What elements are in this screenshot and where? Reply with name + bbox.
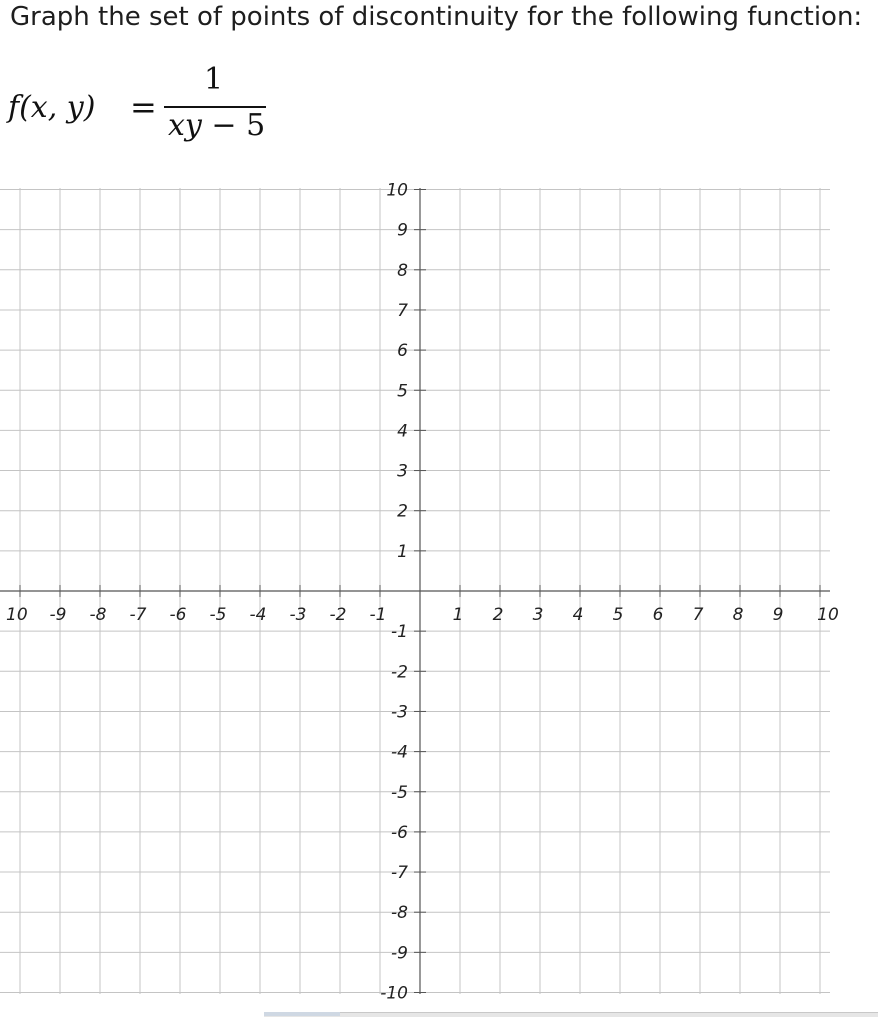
y-tick-label: 2 [397, 501, 408, 522]
y-tick-label: -4 [391, 742, 408, 763]
horizontal-scrollbar-thumb[interactable] [264, 1012, 340, 1016]
y-tick-label: -6 [391, 822, 408, 843]
x-tick-label: -4 [249, 605, 267, 625]
x-tick-label: 8 [732, 605, 744, 625]
formula-equals: = [130, 88, 157, 126]
x-tick-label: -8 [89, 605, 107, 625]
x-tick-label: -2 [329, 605, 347, 625]
y-tick-label: 8 [397, 260, 408, 281]
x-tick-label: 5 [612, 605, 624, 625]
formula-lhs: f(x, y) [8, 90, 96, 125]
y-tick-label: 5 [397, 381, 408, 402]
y-tick-label: 4 [397, 421, 408, 442]
y-tick-label: 1 [397, 541, 408, 562]
y-tick-label: 6 [397, 341, 408, 362]
x-tick-label: -1 [369, 605, 387, 625]
x-tick-label: -9 [49, 605, 67, 625]
x-tick-label: 2 [492, 605, 504, 625]
question-prompt: Graph the set of points of discontinuity for the following function: [10, 2, 863, 32]
y-tick-label: 9 [397, 220, 408, 241]
y-tick-label: -1 [391, 622, 408, 643]
x-tick-label: -5 [209, 605, 227, 625]
x-tick-label: 9 [772, 605, 784, 625]
x-tick-label: 6 [652, 605, 664, 625]
horizontal-scrollbar-track[interactable] [264, 1012, 878, 1017]
y-tick-label: -10 [380, 983, 408, 1004]
x-tick-label: 1 [452, 605, 464, 625]
y-tick-label: 7 [397, 300, 408, 321]
y-tick-label: 10 [386, 180, 408, 201]
y-tick-label: -3 [391, 702, 408, 723]
x-tick-label: 3 [532, 605, 544, 625]
x-tick-label: -6 [169, 605, 187, 625]
x-tick-label: 7 [692, 605, 704, 625]
denominator-constant: − 5 [201, 108, 266, 143]
x-tick-label: 4 [572, 605, 584, 625]
y-tick-label: -9 [391, 943, 408, 964]
y-tick-label: -5 [391, 782, 408, 803]
x-tick-label: 10 [817, 605, 839, 625]
x-tick-label: -7 [129, 605, 147, 625]
y-tick-label: -2 [391, 662, 408, 683]
denominator-variable: xy [168, 108, 202, 143]
y-tick-label: -8 [391, 903, 408, 924]
y-axis-tick-labels [380, 181, 408, 1004]
y-tick-label: 3 [397, 461, 408, 482]
formula-numerator: 1 [204, 62, 224, 97]
x-tick-label: 10 [6, 605, 28, 625]
y-tick-label: -7 [391, 863, 408, 884]
axes [0, 188, 830, 994]
x-tick-label: -3 [289, 605, 307, 625]
x-axis-tick-labels [6, 605, 839, 625]
